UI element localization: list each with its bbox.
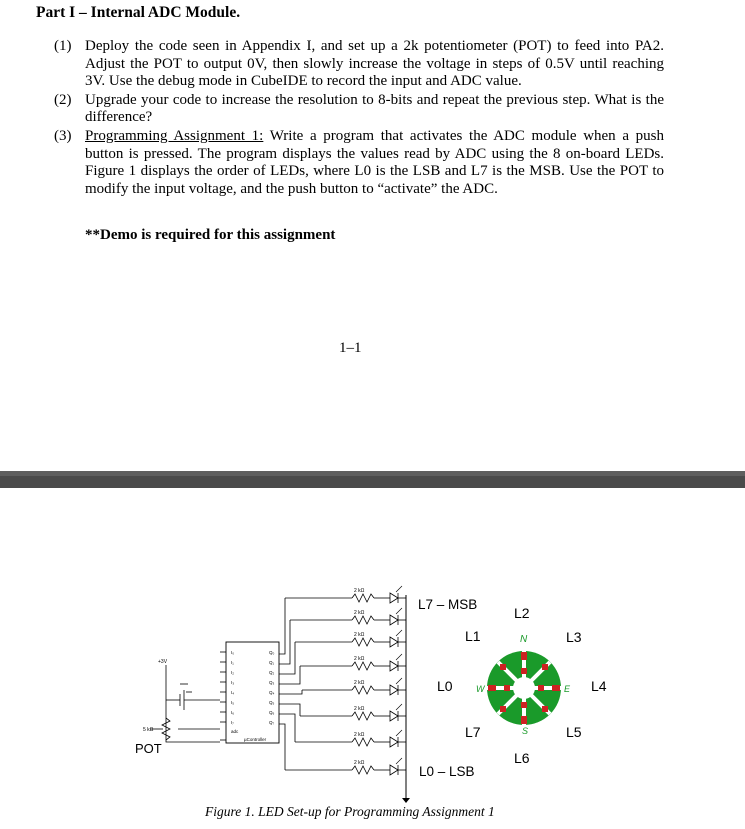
svg-text:I₁: I₁ bbox=[231, 660, 234, 665]
led-row-2 bbox=[300, 704, 406, 721]
svg-text:I₇: I₇ bbox=[231, 720, 234, 725]
led-row-7 bbox=[285, 586, 406, 603]
lsb-label: L0 – LSB bbox=[419, 764, 475, 779]
controller-label: µController bbox=[244, 737, 267, 742]
adc-label: adc bbox=[231, 729, 239, 734]
item-text: Write a program that activates the ADC module when a push button is pressed. The program displays the values read by ADC using the 8 on-board LEDs. Figure 1 displays the order of LEDs, where L0 is the LSB and L7 is the MSB. Use the POT to modify the input voltage, and the push button to “activate” the ADC. bbox=[85, 127, 665, 197]
svg-text:I₀: I₀ bbox=[231, 650, 235, 655]
board-label-l1: L1 bbox=[465, 628, 481, 644]
svg-text:Q₀: Q₀ bbox=[269, 650, 275, 655]
supply-label: +3V bbox=[158, 659, 168, 665]
item-number: (3) bbox=[54, 127, 72, 144]
svg-text:Q₄: Q₄ bbox=[269, 690, 275, 695]
demo-note: **Demo is required for this assignment bbox=[85, 227, 336, 243]
msb-label: L7 – MSB bbox=[418, 597, 478, 612]
item-number: (1) bbox=[54, 38, 72, 54]
pot-value: 5 kΩ bbox=[143, 727, 154, 733]
led-row-0 bbox=[285, 758, 406, 775]
resistor-label: 2 kΩ bbox=[354, 610, 365, 616]
resistor-label: 2 kΩ bbox=[354, 680, 365, 686]
svg-text:I₆: I₆ bbox=[231, 710, 235, 715]
north-marker: N bbox=[520, 634, 528, 645]
output-rows bbox=[285, 586, 406, 775]
item-text: Upgrade your code to increase the resolution to 8-bits and repeat the previous step. What is the difference? bbox=[85, 91, 664, 126]
board-label-l6: L6 bbox=[514, 750, 530, 766]
resistor-label: 2 kΩ bbox=[354, 588, 365, 594]
led-symbol bbox=[390, 615, 398, 625]
led-symbol bbox=[390, 637, 398, 647]
assignment-link[interactable]: Programming Assignment 1: bbox=[85, 127, 264, 144]
led-symbol bbox=[390, 711, 398, 721]
svg-text:Q₆: Q₆ bbox=[269, 710, 275, 715]
figure-caption: Figure 1. LED Set-up for Programming Assignment 1 bbox=[205, 804, 495, 819]
pot-label: POT bbox=[135, 741, 162, 756]
ground-icon bbox=[402, 798, 410, 803]
svg-text:Q₇: Q₇ bbox=[269, 720, 275, 725]
led-row-5 bbox=[295, 630, 406, 647]
item-text: Deploy the code seen in Appendix I, and set up a 2k potentiometer (POT) to feed into PA2. Adjust the POT to output 0V, then slowly increase the voltage in steps of 0.5V until reaching 3V. Use the debug mode in CubeIDE to record the input and ADC value. bbox=[85, 38, 664, 90]
board-label-l3: L3 bbox=[566, 629, 582, 645]
led-board bbox=[476, 634, 571, 736]
board-label-l2: L2 bbox=[514, 605, 530, 621]
svg-text:S: S bbox=[522, 726, 529, 736]
svg-text:Q₅: Q₅ bbox=[269, 700, 275, 705]
resistor-label: 2 kΩ bbox=[354, 732, 365, 738]
board-label-l0: L0 bbox=[437, 678, 453, 694]
svg-text:W: W bbox=[476, 684, 485, 694]
svg-text:I₃: I₃ bbox=[231, 680, 235, 685]
resistor-label: 2 kΩ bbox=[354, 632, 365, 638]
board-label-l5: L5 bbox=[566, 724, 582, 740]
led-symbol bbox=[390, 661, 398, 671]
svg-text:I₅: I₅ bbox=[231, 700, 235, 705]
svg-text:Q₁: Q₁ bbox=[269, 660, 275, 665]
led-symbol bbox=[390, 765, 398, 775]
led-row-1 bbox=[295, 730, 406, 747]
resistor-label: 2 kΩ bbox=[354, 760, 365, 766]
section-heading: Part I – Internal ADC Module. bbox=[36, 4, 241, 21]
led-symbol bbox=[390, 685, 398, 695]
led-row-4 bbox=[300, 654, 406, 671]
svg-text:E: E bbox=[564, 684, 571, 694]
svg-text:Q₂: Q₂ bbox=[269, 670, 275, 675]
page-number: 1–1 bbox=[339, 340, 362, 356]
resistor-label: 2 kΩ bbox=[354, 706, 365, 712]
board-label-l4: L4 bbox=[591, 678, 607, 694]
svg-text:Q₃: Q₃ bbox=[269, 680, 275, 685]
board-label-l7: L7 bbox=[465, 724, 481, 740]
led-row-6 bbox=[290, 608, 406, 625]
item-number: (2) bbox=[54, 91, 72, 108]
resistor-label: 2 kΩ bbox=[354, 656, 365, 662]
led-symbol bbox=[390, 593, 398, 603]
svg-text:I₂: I₂ bbox=[231, 670, 234, 675]
svg-text:I₄: I₄ bbox=[231, 690, 235, 695]
led-symbol bbox=[390, 737, 398, 747]
